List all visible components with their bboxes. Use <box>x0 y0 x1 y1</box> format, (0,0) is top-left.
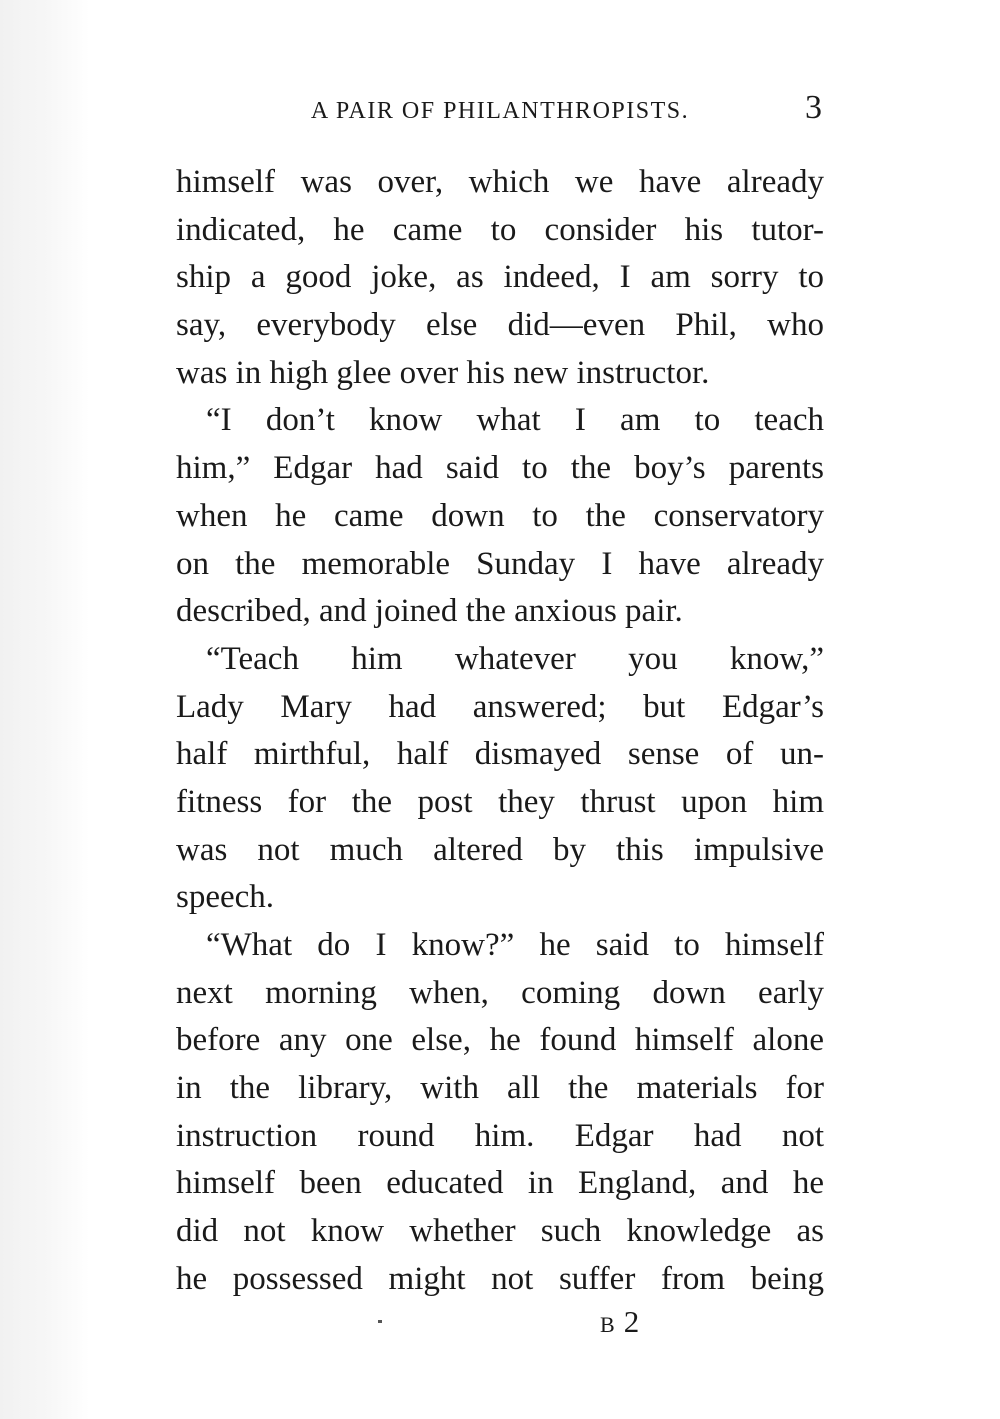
text-line: himself been educated in England, and he <box>176 1165 824 1202</box>
text-line: Lady Mary had answered; but Edgar’s <box>176 688 824 725</box>
page-number: 3 <box>805 89 822 126</box>
text-line: when he came down to the conservatory <box>176 497 824 534</box>
text-line: was not much altered by this impulsive <box>176 831 824 868</box>
text-line: was in high glee over his new instructor. <box>176 354 710 391</box>
text-line: ship a good joke, as indeed, I am sorry to <box>176 259 824 296</box>
text-line: on the memorable Sunday I have already <box>176 545 824 582</box>
page-header <box>176 88 824 132</box>
text-line: say, everybody else did—even Phil, who <box>176 307 824 344</box>
text-line: speech. <box>176 879 275 916</box>
text-line: half mirthful, half dismayed sense of un- <box>176 736 824 773</box>
running-title: A PAIR OF PHILANTHROPISTS. <box>310 98 690 124</box>
signature-number: 2 <box>623 1304 641 1339</box>
text-line: next morning when, coming down early <box>176 974 824 1011</box>
text-line: himself was over, which we have already <box>176 164 824 200</box>
text-line: “What do I know?” he said to himself <box>206 927 824 963</box>
text-line: fitness for the post they thrust upon him <box>176 783 824 820</box>
text-line: he possessed might not suffer from being <box>176 1260 824 1297</box>
text-line: before any one else, he found himself alone <box>176 1022 824 1059</box>
text-line: in the library, with all the materials for <box>176 1070 824 1107</box>
text-line: indicated, he came to consider his tutor- <box>176 211 824 248</box>
signature-letter: B <box>600 1312 616 1337</box>
text-line: did not know whether such knowledge as <box>176 1213 824 1250</box>
text-line: instruction round him. Edgar had not <box>176 1117 824 1154</box>
text-line: “Teach him whatever you know,” <box>206 640 824 677</box>
page-edge-shadow <box>0 0 90 1419</box>
body-text <box>176 159 824 1304</box>
text-line: “I don’t know what I am to teach <box>206 402 824 439</box>
ink-speck <box>378 1320 382 1323</box>
text-line: him,” Edgar had said to the boy’s parents <box>176 450 824 487</box>
signature-mark <box>600 1302 640 1345</box>
text-line: described, and joined the anxious pair. <box>176 593 683 630</box>
